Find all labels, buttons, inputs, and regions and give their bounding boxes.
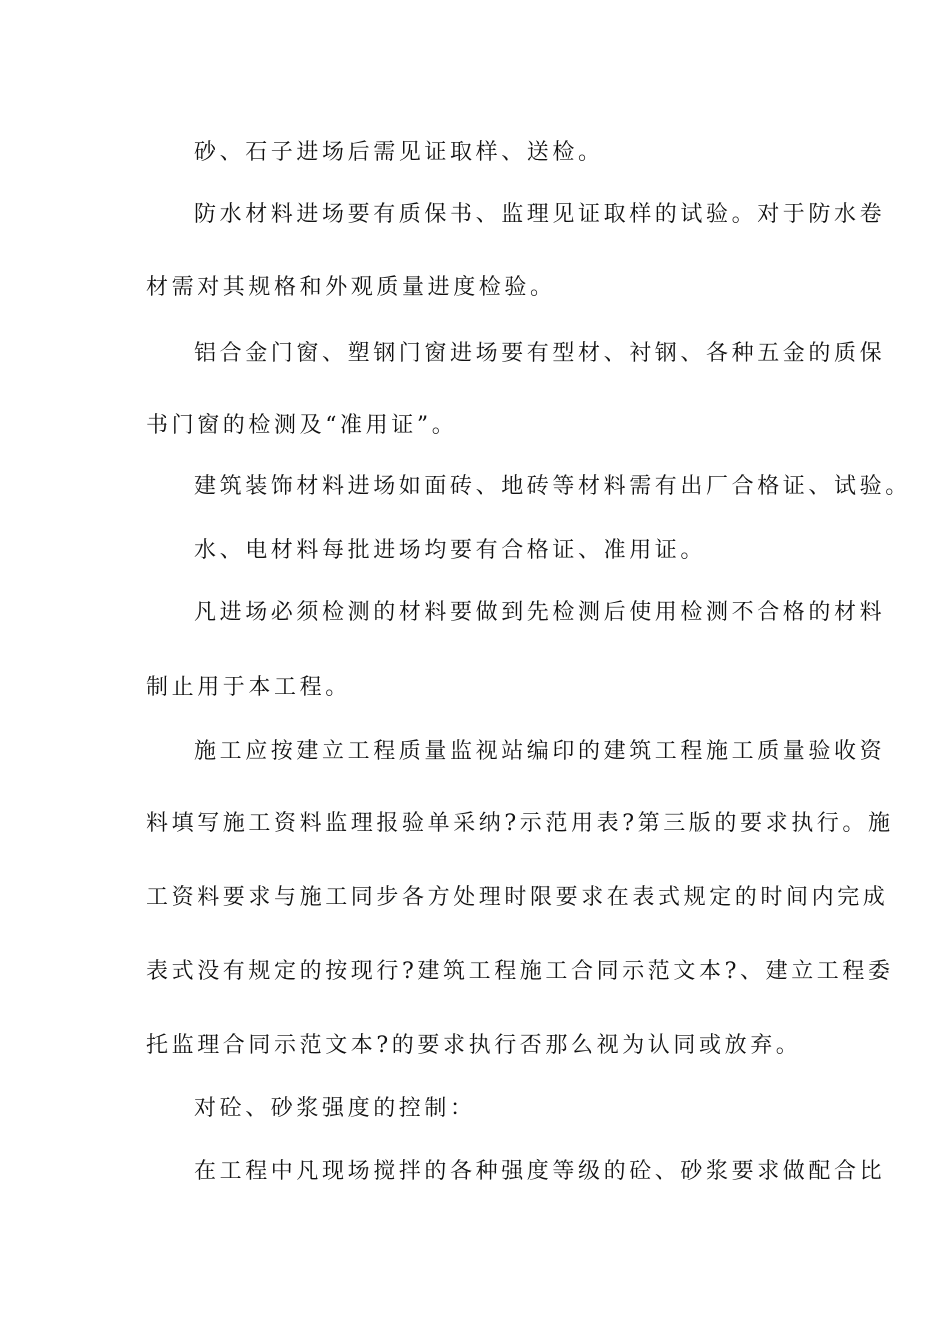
paragraph-line: 施工应按建立工程质量监视站编印的建筑工程施工质量验收资 — [194, 739, 886, 764]
paragraph-line: 表式没有规定的按现行?建筑工程施工合同示范文本?、建立工程委 — [146, 959, 894, 984]
paragraph-line: 建筑装饰材料进场如面砖、地砖等材料需有出厂合格证、试验。 — [194, 474, 911, 499]
paragraph-line: 料填写施工资料监理报验单采纳?示范用表?第三版的要求执行。施 — [146, 811, 894, 836]
paragraph-line: 防水材料进场要有质保书、监理见证取样的试验。对于防水卷 — [194, 202, 886, 227]
paragraph-line: 对砼、砂浆强度的控制： — [194, 1096, 476, 1121]
paragraph-line: 砂、石子进场后需见证取样、送检。 — [194, 140, 604, 165]
paragraph-line: 水、电材料每批进场均要有合格证、准用证。 — [194, 538, 707, 563]
paragraph-line: 凡进场必须检测的材料要做到先检测后使用检测不合格的材料 — [194, 600, 886, 625]
paragraph-line: 托监理合同示范文本?的要求执行否那么视为认同或放弃。 — [146, 1033, 802, 1058]
paragraph-line: 铝合金门窗、塑钢门窗进场要有型材、衬钢、各种五金的质保 — [194, 341, 886, 366]
paragraph-line: 材需对其规格和外观质量进度检验。 — [146, 275, 556, 300]
paragraph-line: 工资料要求与施工同步各方处理时限要求在表式规定的时间内完成 — [146, 885, 889, 910]
paragraph-line: 在工程中凡现场搅拌的各种强度等级的砼、砂浆要求做配合比 — [194, 1159, 886, 1184]
paragraph-line: 书门窗的检测及“准用证”。 — [146, 413, 458, 438]
paragraph-line: 制止用于本工程。 — [146, 675, 351, 700]
